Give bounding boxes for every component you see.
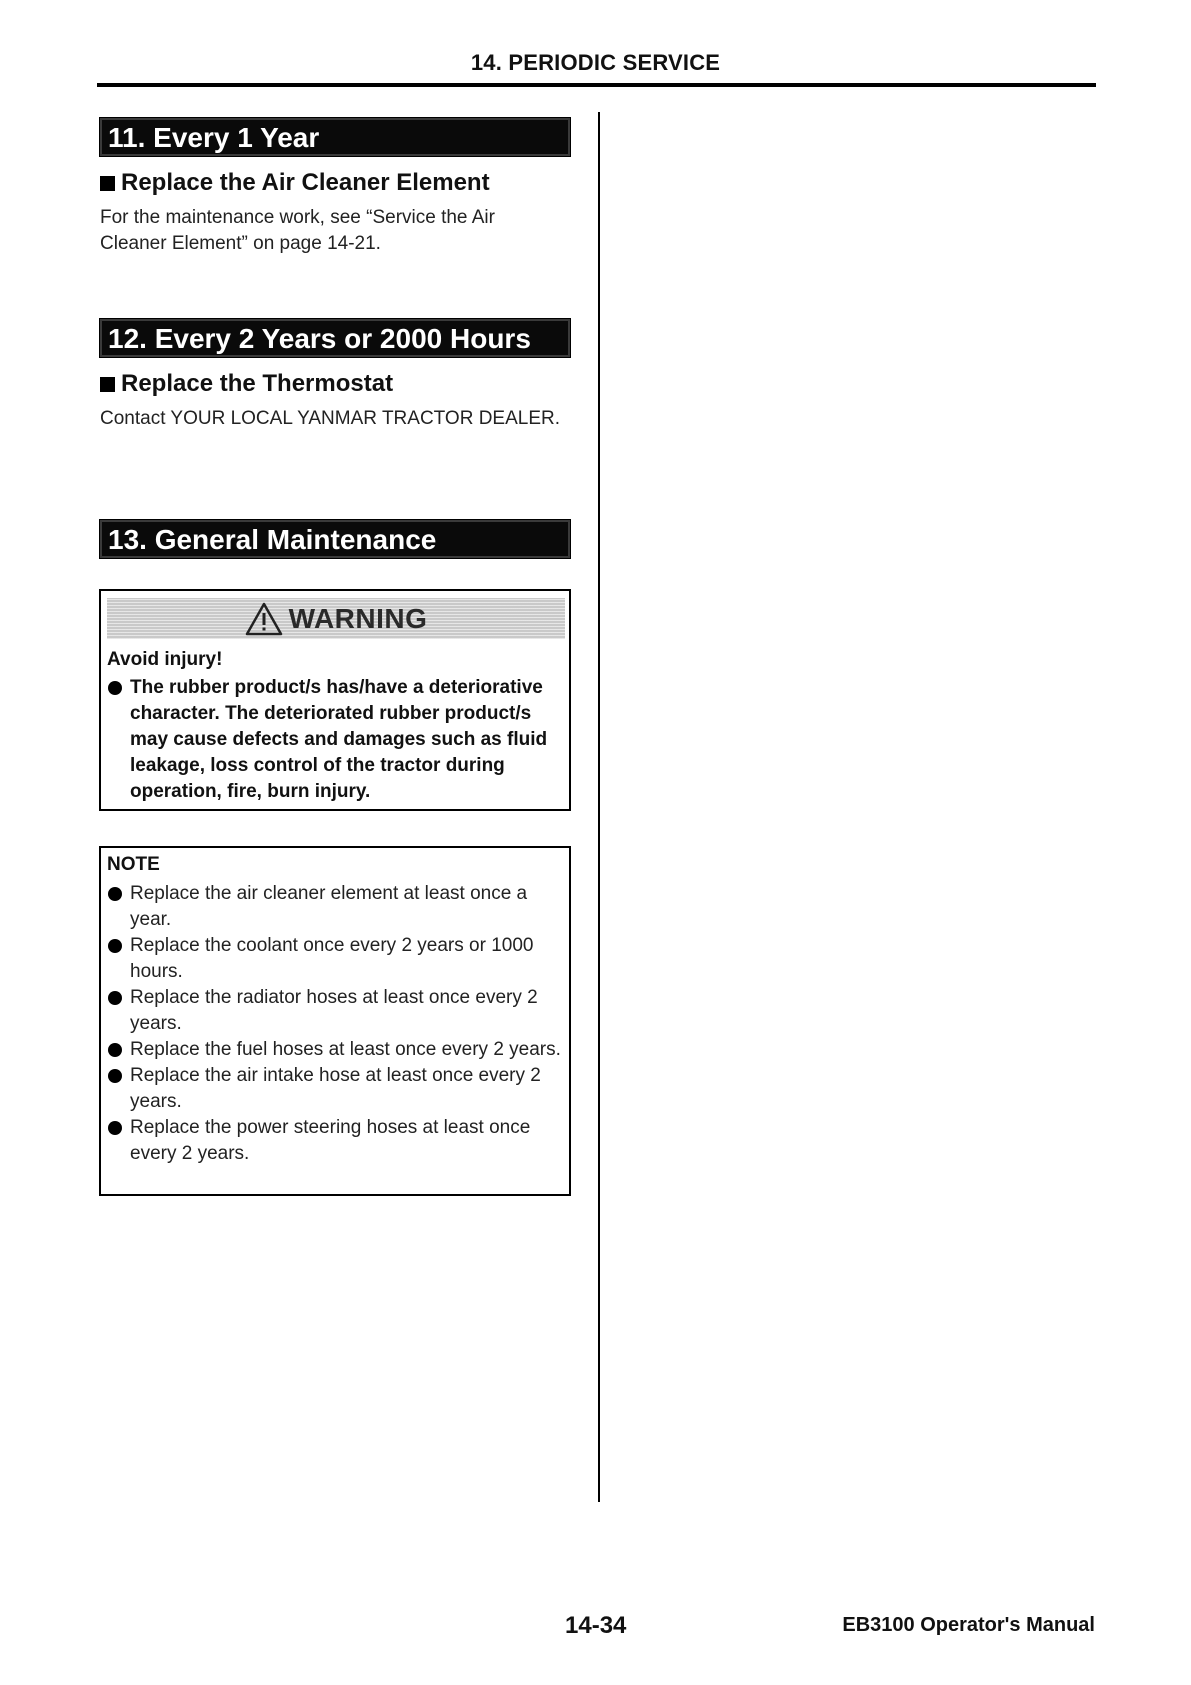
column-divider <box>598 112 600 1502</box>
list-item-text: Replace the coolant once every 2 years or 1000 hours. <box>130 935 534 982</box>
list-item-text: Replace the air intake hose at least once every 2 years. <box>130 1065 541 1112</box>
section-heading-every-1-year: 11. Every 1 Year <box>99 117 571 157</box>
list-item <box>107 881 563 933</box>
warning-lead: Avoid injury! <box>107 649 223 670</box>
page-number: 14-34 <box>565 1612 627 1639</box>
list-item <box>107 1115 563 1167</box>
list-item <box>107 675 563 805</box>
subheading-replace-thermostat <box>100 370 393 398</box>
list-item-text: Replace the air cleaner element at least once a year. <box>130 883 528 930</box>
bullet-icon <box>108 681 122 695</box>
subheading-replace-air-cleaner <box>100 169 490 197</box>
section-heading-every-2-years: 12. Every 2 Years or 2000 Hours <box>99 318 571 358</box>
header-rule <box>97 83 1096 87</box>
list-item <box>107 933 563 985</box>
list-item-text: Replace the power steering hoses at least once every 2 years. <box>130 1117 531 1164</box>
bullet-icon <box>108 1121 122 1135</box>
warning-title: WARNING <box>288 602 428 634</box>
manual-title: EB3100 Operator's Manual <box>842 1614 1095 1636</box>
warning-list <box>107 675 563 805</box>
subheading-text: Replace the Thermostat <box>121 370 394 397</box>
list-item-text: The rubber product/s has/have a deteriorative character. The deteriorated rubber product/s may cause defects and damages such as fluid leakage, loss control of the tractor during operation, fire, burn injury. <box>130 677 548 802</box>
warning-box <box>99 589 571 811</box>
section-body-text: Contact YOUR LOCAL YANMAR TRACTOR DEALER. <box>100 408 561 429</box>
note-list <box>107 881 563 1167</box>
bullet-icon <box>108 991 122 1005</box>
list-item <box>107 1037 563 1063</box>
bullet-icon <box>108 939 122 953</box>
note-title: NOTE <box>107 854 160 875</box>
bullet-icon <box>108 887 122 901</box>
subheading-text: Replace the Air Cleaner Element <box>121 169 490 196</box>
bullet-icon <box>108 1043 122 1057</box>
square-bullet-icon <box>100 377 115 392</box>
list-item-text: Replace the fuel hoses at least once every 2 years. <box>130 1039 561 1060</box>
square-bullet-icon <box>100 176 115 191</box>
warning-triangle-icon <box>245 602 283 636</box>
note-box <box>99 846 571 1196</box>
section-heading-general-maintenance: 13. General Maintenance <box>99 519 571 559</box>
running-header: 14. PERIODIC SERVICE <box>470 50 721 75</box>
warning-banner <box>107 598 565 639</box>
list-item-text: Replace the radiator hoses at least once every 2 years. <box>130 987 538 1034</box>
section-body-text: For the maintenance work, see “Service the Air Cleaner Element” on page 14-21. <box>100 207 495 254</box>
list-item <box>107 985 563 1037</box>
list-item <box>107 1063 563 1115</box>
bullet-icon <box>108 1069 122 1083</box>
